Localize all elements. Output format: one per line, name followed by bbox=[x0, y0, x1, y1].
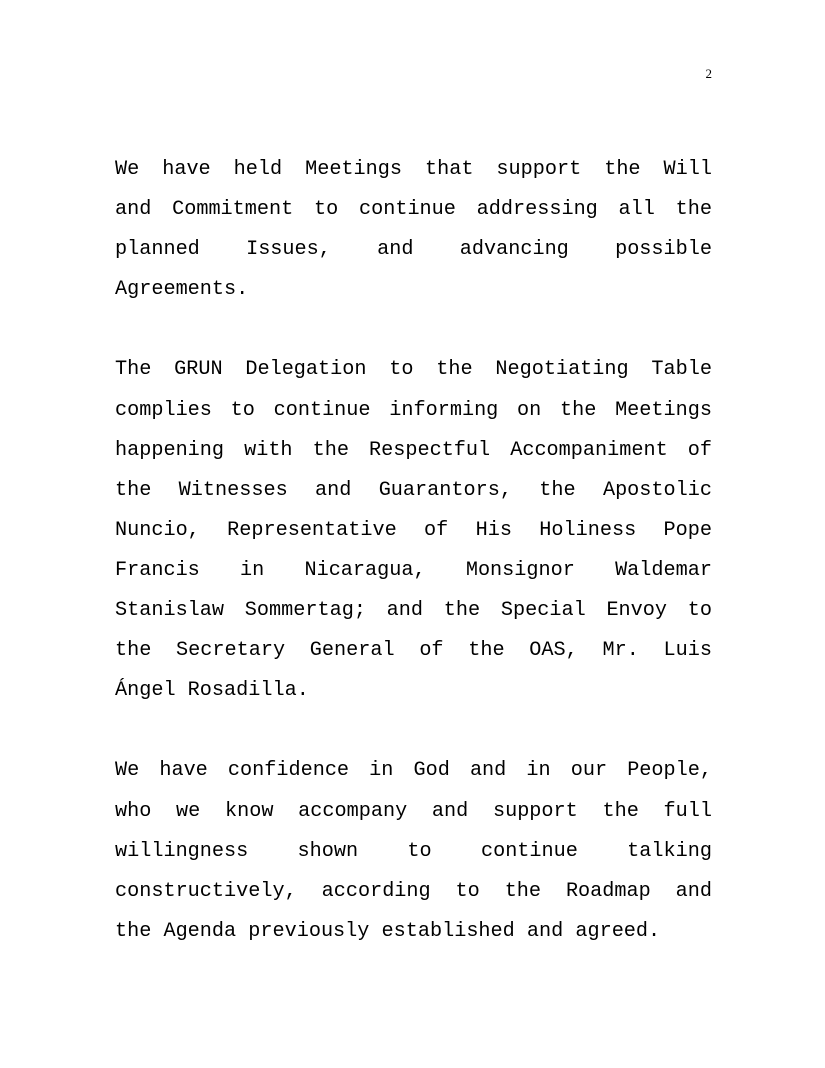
text-line: Francis in Nicaragua, Monsignor Waldemar bbox=[115, 558, 712, 582]
text-line: and Commitment to continue addressing all the bbox=[115, 198, 712, 222]
text-line: We have held Meetings that support the Will bbox=[115, 158, 712, 181]
text-line: complies to continue informing on the Meetings bbox=[115, 398, 712, 422]
text-line: willingness shown to continue talking bbox=[115, 839, 712, 863]
text-line: Agreements. bbox=[115, 278, 249, 302]
text-line: who we know accompany and support the full bbox=[115, 799, 712, 823]
text-line: the Witnesses and Guarantors, the Apostolic bbox=[115, 478, 712, 502]
text-line: happening with the Respectful Accompaniment of bbox=[115, 438, 712, 462]
paragraph bbox=[115, 751, 712, 951]
text-line: The GRUN Delegation to the Negotiating Table bbox=[115, 358, 712, 382]
text-line: Stanislaw Sommertag; and the Special Envoy to bbox=[115, 599, 712, 623]
text-line: Nuncio, Representative of His Holiness Pope bbox=[115, 518, 712, 542]
page-number: 2 bbox=[705, 66, 712, 81]
paragraph bbox=[115, 350, 712, 711]
text-line: the Secretary General of the OAS, Mr. Luis bbox=[115, 639, 712, 663]
text-line: constructively, according to the Roadmap and bbox=[115, 879, 712, 903]
text-line: planned Issues, and advancing possible bbox=[115, 238, 712, 262]
paragraph bbox=[115, 150, 712, 310]
text-line: Ángel Rosadilla. bbox=[115, 679, 309, 703]
document-body bbox=[115, 150, 712, 992]
text-line: We have confidence in God and in our People, bbox=[115, 759, 712, 783]
text-line: the Agenda previously established and agreed. bbox=[115, 919, 661, 943]
